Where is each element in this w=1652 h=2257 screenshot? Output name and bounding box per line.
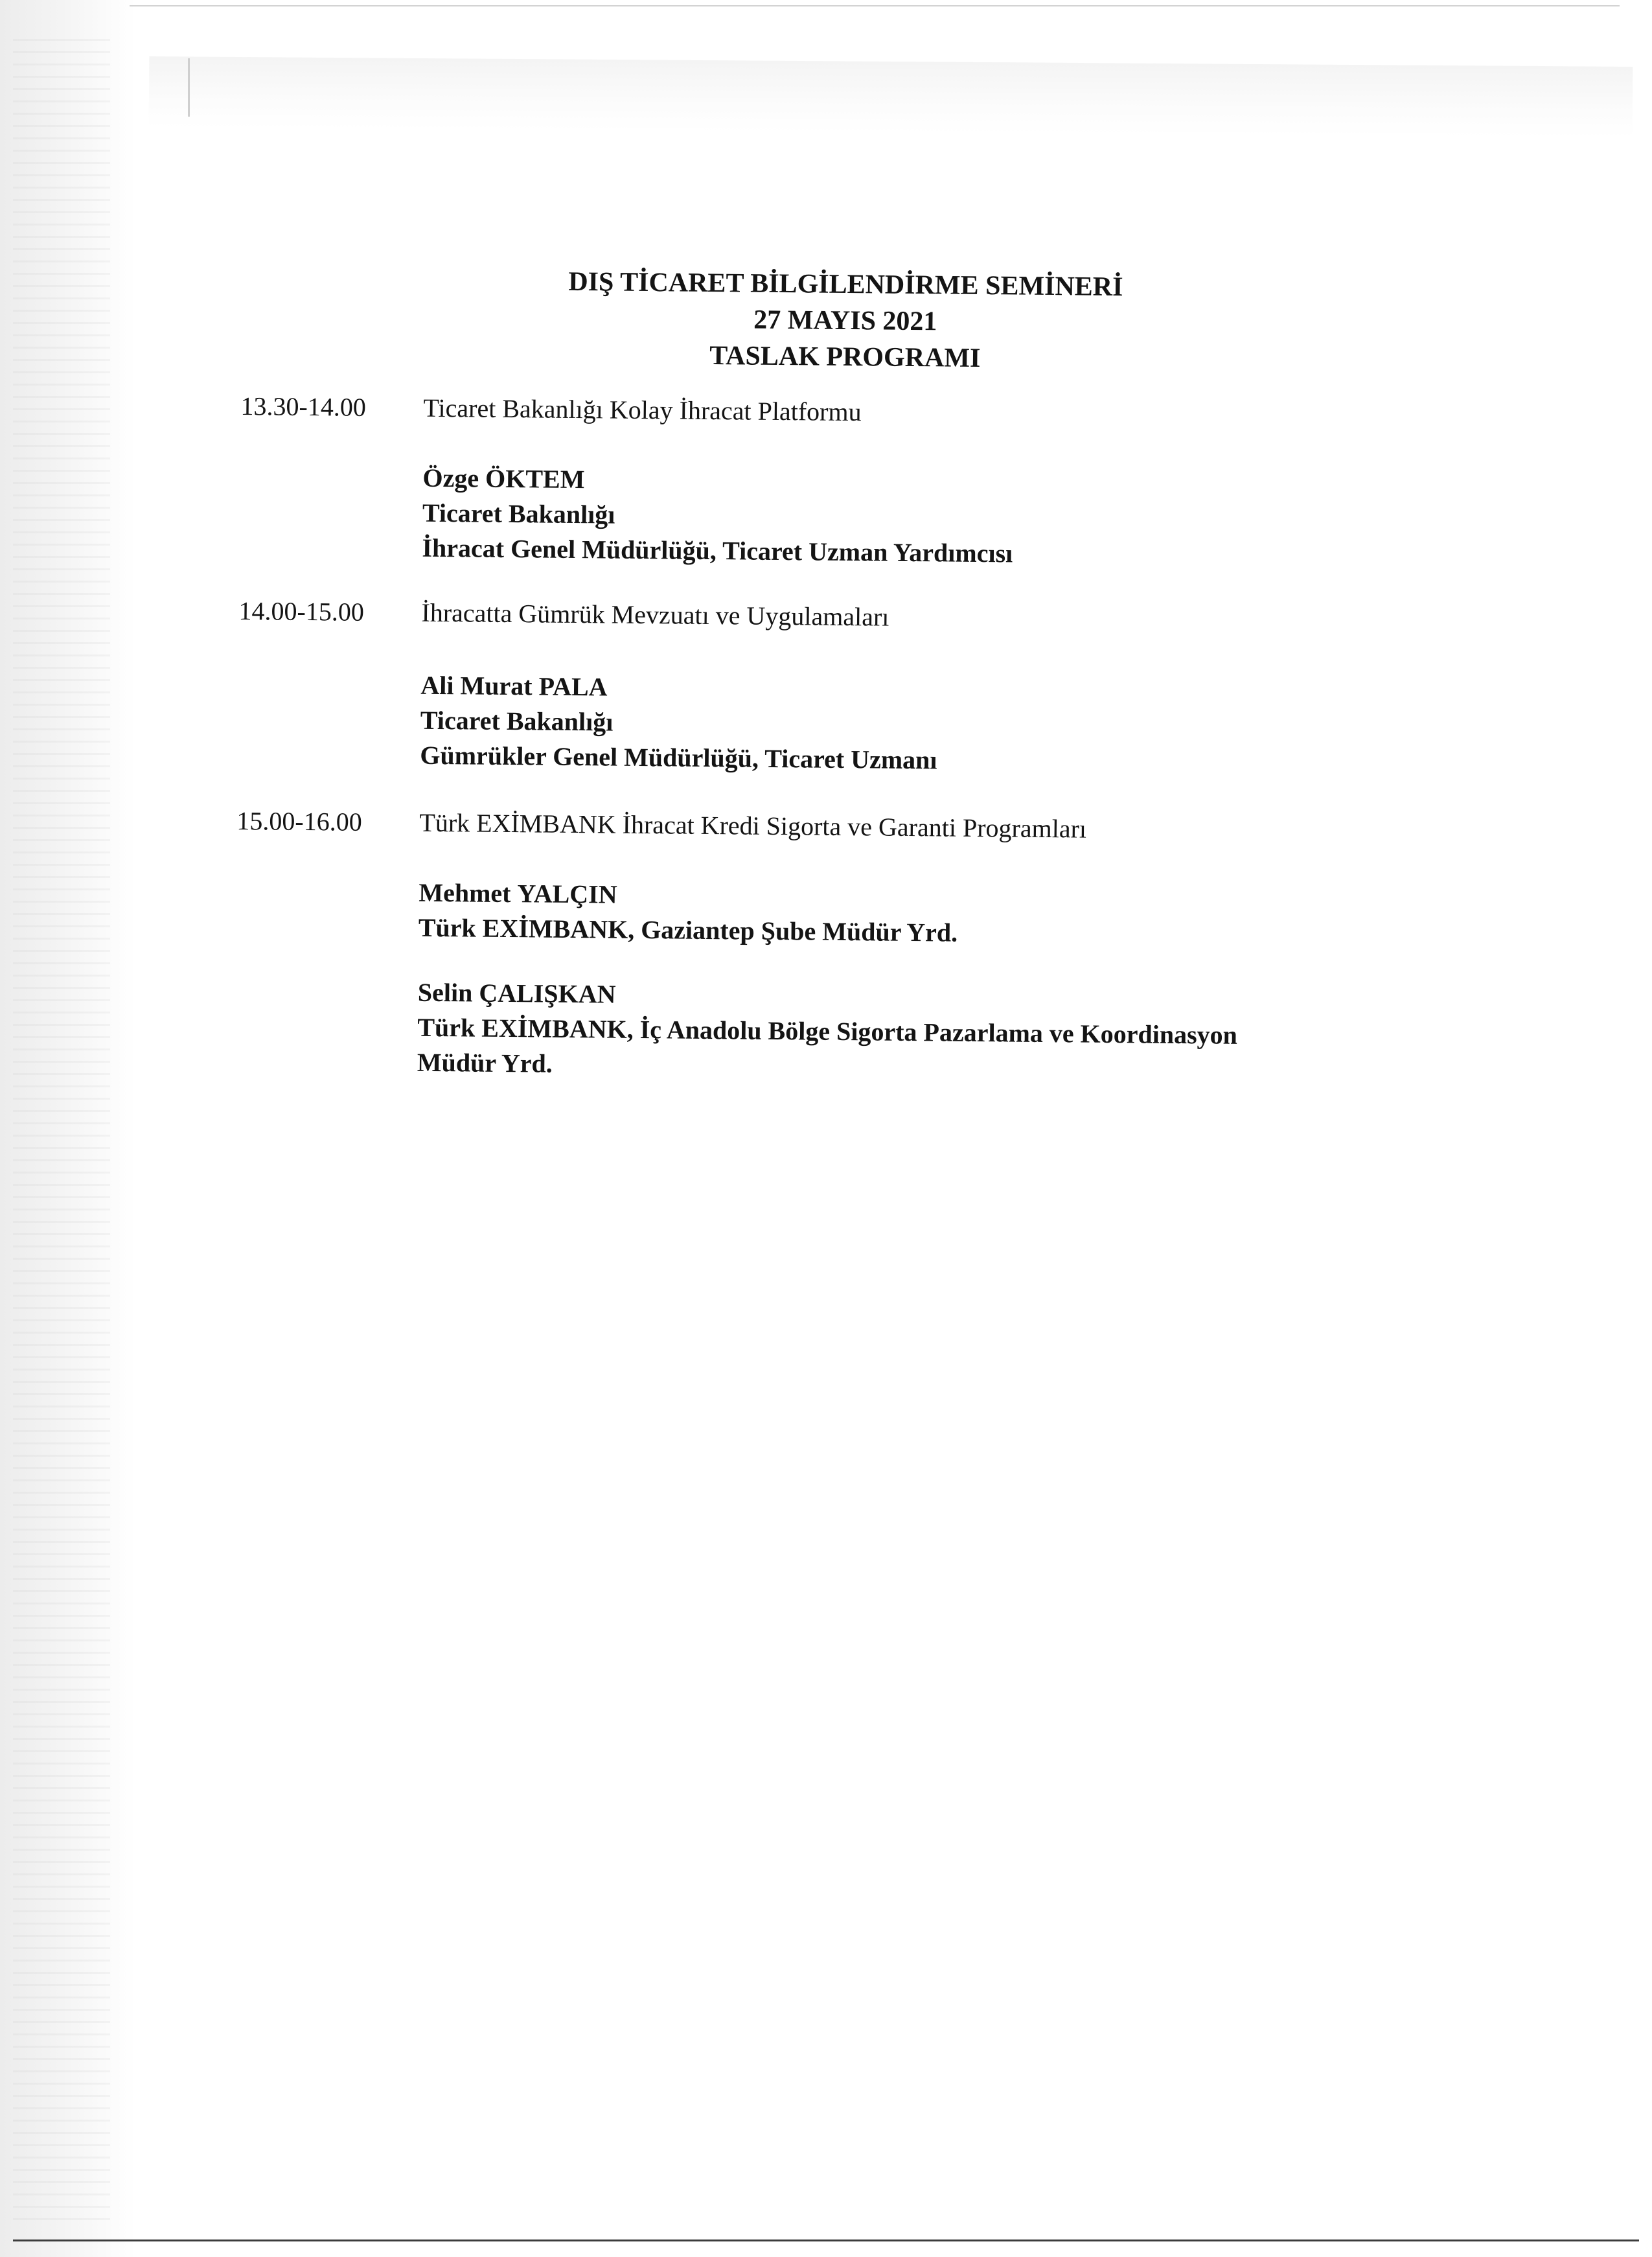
speaker-affiliation: Türk EXİMBANK, İç Anadolu Bölge Sigorta Pazarlama ve Koordinasyon: [417, 1012, 1238, 1050]
speaker-affiliation: Türk EXİMBANK, Gaziantep Şube Müdür Yrd.: [418, 912, 958, 947]
session-time: 13.30-14.00: [240, 391, 367, 422]
speaker-first-name: Mehmet: [419, 877, 511, 909]
session-time: 14.00-15.00: [238, 596, 365, 627]
speaker-affiliation: Ticaret Bakanlığı: [422, 498, 615, 529]
speaker-last-name: YALÇIN: [517, 879, 617, 909]
speaker-last-name: ÖKTEM: [485, 463, 585, 494]
speaker-last-name: ÇALIŞKAN: [479, 978, 616, 1009]
speaker-last-name: PALA: [538, 671, 608, 702]
seminar-date: 27 MAYIS 2021: [753, 305, 937, 337]
speaker-name: [419, 875, 958, 916]
program-title: TASLAK PROGRAMI: [709, 340, 981, 373]
session-topic: İhracatta Gümrük Mevzuatı ve Uygulamaları: [421, 597, 889, 632]
speaker-block: [420, 668, 938, 778]
speaker-affiliation: Ticaret Bakanlığı: [420, 705, 614, 737]
session-topic: Ticaret Bakanlığı Kolay İhracat Platformu: [423, 393, 862, 427]
speaker-block: [422, 461, 1013, 572]
speaker-block: [417, 975, 1238, 1088]
speaker-title: Müdür Yrd.: [417, 1047, 553, 1078]
seminar-title: DIŞ TİCARET BİLGİLENDİRME SEMİNERİ: [568, 266, 1123, 303]
speaker-name: [422, 461, 1013, 502]
speaker-name: [420, 668, 938, 708]
speaker-first-name: Özge: [422, 463, 479, 493]
speaker-title: Gümrükler Genel Müdürlüğü, Ticaret Uzmanı: [420, 740, 937, 775]
speaker-title: İhracat Genel Müdürlüğü, Ticaret Uzman Yardımcısı: [422, 533, 1013, 568]
session-topic: Türk EXİMBANK İhracat Kredi Sigorta ve Garanti Programları: [419, 807, 1087, 844]
speaker-first-name: Selin: [417, 977, 473, 1008]
session-time: 15.00-16.00: [236, 806, 362, 837]
speaker-first-name: Ali Murat: [420, 670, 533, 701]
speaker-block: [419, 875, 958, 951]
